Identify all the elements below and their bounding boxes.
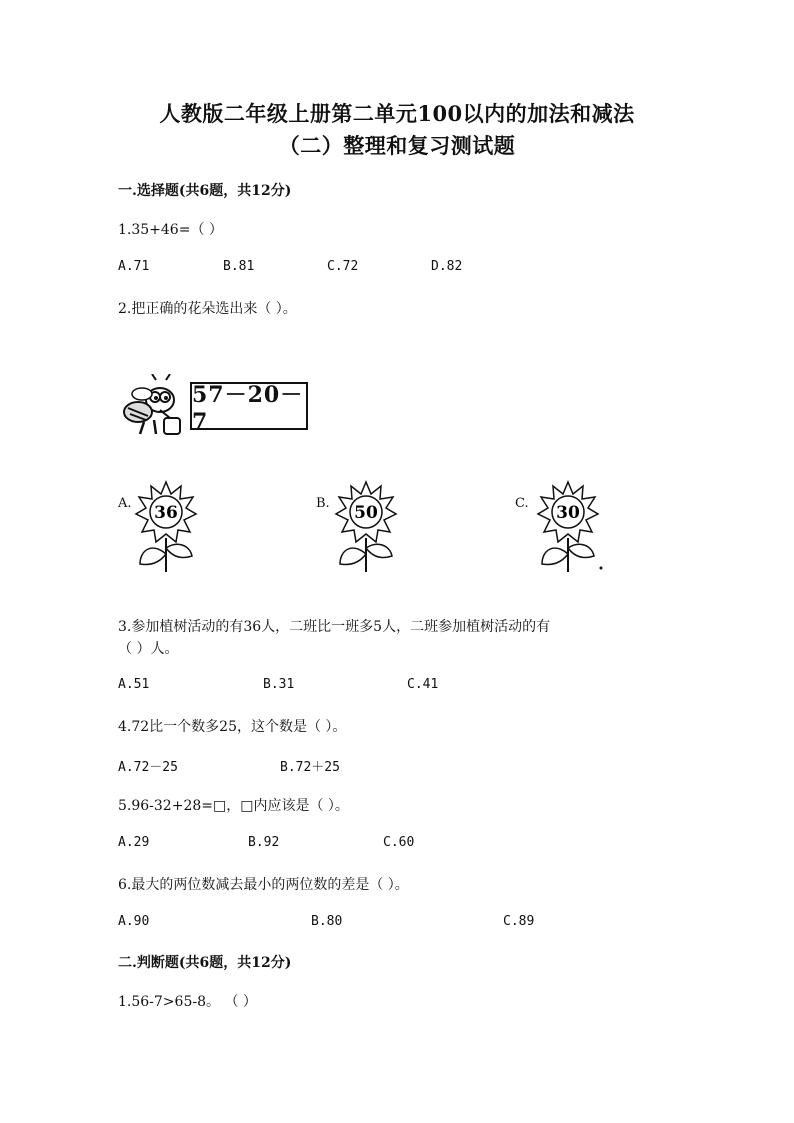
q5-option-a[interactable]: A.29	[118, 835, 150, 850]
section-heading-judgement: 二.判断题(共6题，共12分)	[118, 955, 292, 971]
flower-a-icon[interactable]	[134, 480, 198, 572]
q4-option-b[interactable]: B.72＋25	[280, 760, 340, 775]
q3-option-b[interactable]: B.31	[263, 677, 295, 692]
flower-b-icon[interactable]	[334, 480, 398, 572]
q1-option-d[interactable]: D.82	[431, 259, 463, 274]
q6-option-a[interactable]: A.90	[118, 914, 150, 929]
q3-option-c[interactable]: C.41	[407, 677, 439, 692]
q6-option-b[interactable]: B.80	[311, 914, 343, 929]
q2-option-a-label[interactable]: A.	[118, 496, 132, 511]
page-title-line1: 人教版二年级上册第二单元100以内的加法和减法	[159, 101, 635, 126]
equation-box: 57－20－7	[190, 382, 308, 430]
q4-option-a[interactable]: A.72－25	[118, 760, 178, 775]
q1-option-a[interactable]: A.71	[118, 259, 150, 274]
q1-option-c[interactable]: C.72	[327, 259, 359, 274]
section-heading-choice: 一.选择题(共6题，共12分)	[118, 183, 292, 199]
question-3-line2: （ ）人。	[118, 641, 179, 657]
question-1: 1.35+46=（ ）	[118, 222, 223, 238]
q6-option-c[interactable]: C.89	[503, 914, 535, 929]
q5-option-c[interactable]: C.60	[383, 835, 415, 850]
q5-option-b[interactable]: B.92	[248, 835, 280, 850]
judgement-question-1: 1.56-7>65-8。 （ ）	[118, 994, 257, 1010]
page-title-line2: （二）整理和复习测试题	[278, 133, 516, 158]
question-2: 2.把正确的花朵选出来（ ）。	[118, 301, 297, 317]
q2-option-c-label[interactable]: C.	[515, 496, 529, 511]
bee-illustration	[120, 374, 190, 440]
q2-option-b-label[interactable]: B.	[316, 496, 330, 511]
flower-b-number: 50	[354, 503, 378, 523]
flower-c-icon[interactable]	[534, 480, 606, 572]
flower-c-number: 30	[556, 503, 580, 523]
q3-option-a[interactable]: A.51	[118, 677, 150, 692]
flower-a-number: 36	[154, 503, 178, 523]
question-3-line1: 3.参加植树活动的有36人，二班比一班多5人，二班参加植树活动的有	[118, 619, 551, 635]
question-6: 6.最大的两位数减去最小的两位数的差是（ ）。	[118, 877, 409, 893]
question-4: 4.72比一个数多25，这个数是（ ）。	[118, 719, 347, 735]
stray-mark	[600, 567, 603, 570]
question-5: 5.96-32+28=□，□内应该是（ ）。	[118, 798, 349, 814]
q1-option-b[interactable]: B.81	[223, 259, 255, 274]
